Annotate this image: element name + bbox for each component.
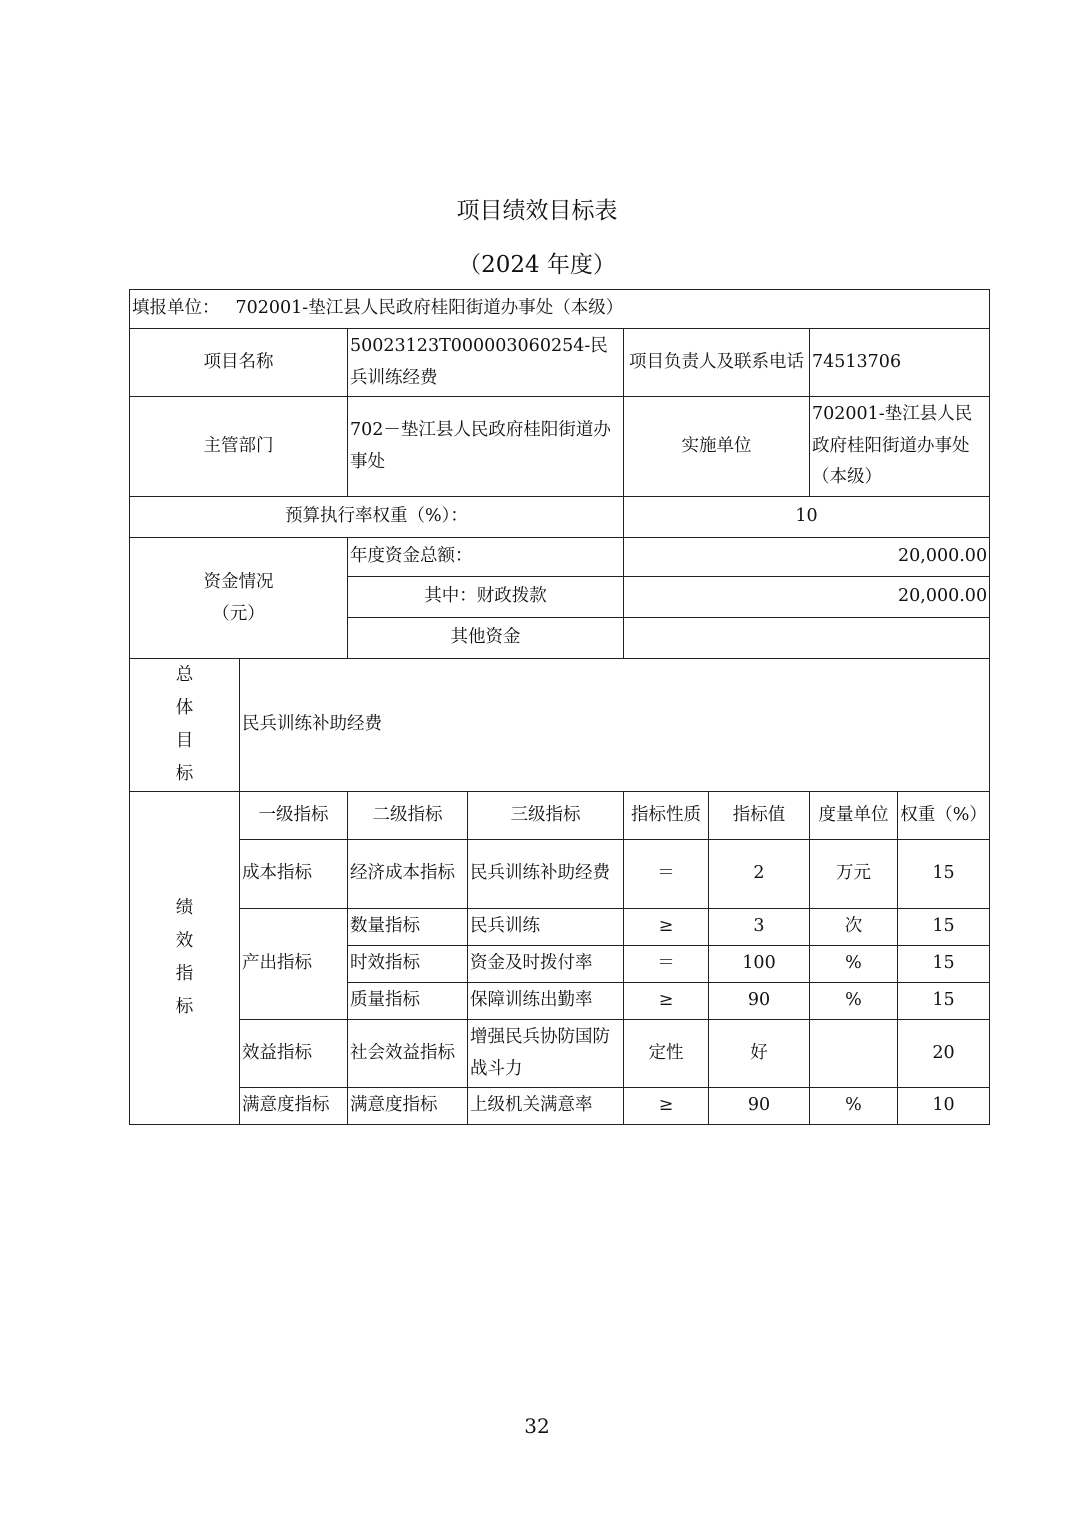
page-subtitle: （2024 年度） — [458, 252, 616, 278]
table-row — [130, 840, 990, 909]
indicator-level1: 成本指标 — [240, 840, 348, 909]
indicator-value: 好 — [709, 1020, 810, 1088]
indicator-nature: ＝ — [624, 946, 709, 983]
indicator-header: 权重（%） — [898, 792, 990, 840]
indicator-level1: 满意度指标 — [240, 1088, 348, 1125]
reporting-unit-value: 702001-垫江县人民政府桂阳街道办事处（本级） — [235, 298, 624, 319]
project-name-label: 项目名称 — [130, 329, 348, 397]
indicator-nature: ＝ — [624, 840, 709, 909]
indicator-weight: 15 — [898, 840, 990, 909]
indicator-unit: 万元 — [810, 840, 898, 909]
table-row — [130, 909, 990, 946]
indicator-header: 一级指标 — [240, 792, 348, 840]
indicator-level2: 社会效益指标 — [348, 1020, 468, 1088]
indicator-unit: 次 — [810, 909, 898, 946]
page-number: 32 — [524, 1414, 550, 1438]
indicator-level3: 民兵训练补助经费 — [468, 840, 624, 909]
indicator-unit: % — [810, 946, 898, 983]
indicator-header: 指标值 — [709, 792, 810, 840]
indicator-weight: 20 — [898, 1020, 990, 1088]
impl-unit-label: 实施单位 — [624, 397, 810, 497]
reporting-unit-label: 填报单位： — [132, 298, 220, 319]
indicator-header: 三级指标 — [468, 792, 624, 840]
page-title: 项目绩效目标表 — [456, 198, 618, 224]
funds-fiscal-label: 其中：财政拨款 — [348, 577, 624, 618]
indicator-value: 3 — [709, 909, 810, 946]
indicator-header: 度量单位 — [810, 792, 898, 840]
budget-rate-value: 10 — [624, 497, 990, 538]
indicator-weight: 15 — [898, 983, 990, 1020]
goal-label — [130, 659, 240, 792]
indicator-value: 2 — [709, 840, 810, 909]
indicator-level2: 数量指标 — [348, 909, 468, 946]
funds-label-text: 资金情况（元） — [203, 571, 274, 624]
indicator-weight: 15 — [898, 946, 990, 983]
indicator-level2: 质量指标 — [348, 983, 468, 1020]
indicator-value: 90 — [709, 983, 810, 1020]
indicator-unit: % — [810, 983, 898, 1020]
indicator-level1: 产出指标 — [240, 909, 348, 1020]
funds-label — [130, 538, 348, 659]
performance-table — [129, 289, 990, 1125]
indicator-nature: 定性 — [624, 1020, 709, 1088]
goal-value: 民兵训练补助经费 — [240, 659, 990, 792]
funds-total-value: 20,000.00 — [624, 538, 990, 577]
impl-unit-value: 702001-垫江县人民政府桂阳街道办事处（本级） — [810, 397, 990, 497]
goal-label-text: 总体目标 — [175, 665, 194, 784]
indicator-nature: ≥ — [624, 909, 709, 946]
dept-value: 702－垫江县人民政府桂阳街道办事处 — [348, 397, 624, 497]
table-row — [130, 1020, 990, 1088]
indicator-value: 90 — [709, 1088, 810, 1125]
indicator-level3: 资金及时拨付率 — [468, 946, 624, 983]
funds-total-label: 年度资金总额： — [348, 538, 624, 577]
indicator-value: 100 — [709, 946, 810, 983]
reporting-unit-row — [130, 290, 990, 329]
indicator-header: 二级指标 — [348, 792, 468, 840]
indicators-label-text: 绩效指标 — [175, 898, 194, 1017]
project-contact-value: 74513706 — [810, 329, 990, 397]
indicator-level2: 经济成本指标 — [348, 840, 468, 909]
indicator-nature: ≥ — [624, 983, 709, 1020]
indicator-level2: 满意度指标 — [348, 1088, 468, 1125]
budget-rate-label: 预算执行率权重（%）： — [130, 497, 624, 538]
funds-other-label: 其他资金 — [348, 618, 624, 659]
indicator-nature: ≥ — [624, 1088, 709, 1125]
indicator-level3: 保障训练出勤率 — [468, 983, 624, 1020]
indicator-weight: 10 — [898, 1088, 990, 1125]
funds-other-value — [624, 618, 990, 659]
indicator-weight: 15 — [898, 909, 990, 946]
project-contact-label: 项目负责人及联系电话 — [624, 329, 810, 397]
indicator-level3: 增强民兵协防国防战斗力 — [468, 1020, 624, 1088]
funds-fiscal-value: 20,000.00 — [624, 577, 990, 618]
indicators-label — [130, 792, 240, 1125]
indicator-level3: 上级机关满意率 — [468, 1088, 624, 1125]
indicator-level3: 民兵训练 — [468, 909, 624, 946]
indicator-unit: % — [810, 1088, 898, 1125]
indicator-level1: 效益指标 — [240, 1020, 348, 1088]
indicator-unit — [810, 1020, 898, 1088]
indicator-level2: 时效指标 — [348, 946, 468, 983]
table-row — [130, 1088, 990, 1125]
dept-label: 主管部门 — [130, 397, 348, 497]
indicator-header: 指标性质 — [624, 792, 709, 840]
project-name-value: 50023123T000003060254-民兵训练经费 — [348, 329, 624, 397]
